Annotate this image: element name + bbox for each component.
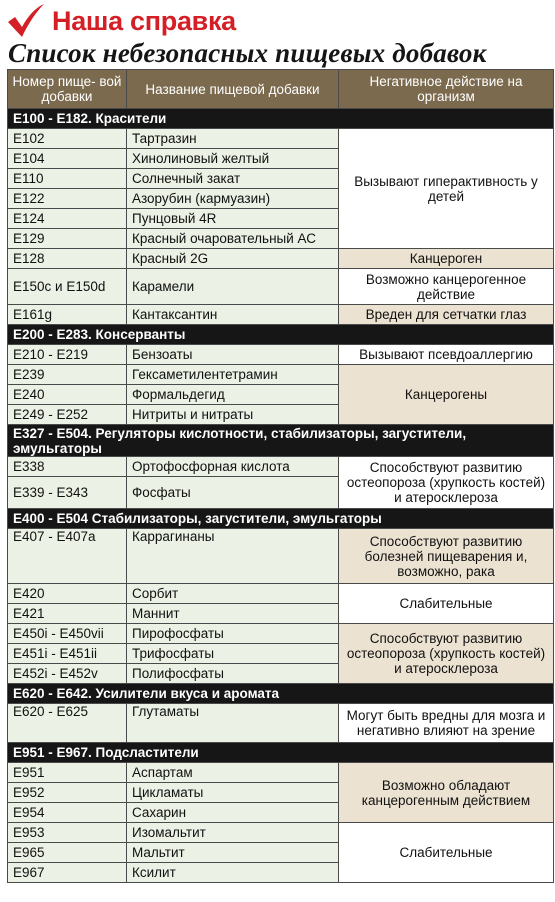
brand-title: Наша справка (52, 5, 236, 36)
additive-code: Е239 (8, 365, 127, 385)
additive-code: Е420 (8, 584, 127, 604)
additive-code: Е951 (8, 763, 127, 783)
table-row (8, 249, 554, 269)
additive-name: Азорубин (кармуазин) (127, 189, 339, 209)
additive-code: Е104 (8, 149, 127, 169)
additive-name: Бензоаты (127, 345, 339, 365)
additive-code: Е240 (8, 385, 127, 405)
additive-name: Изомальтит (127, 823, 339, 843)
effect-cell: Слабительные (339, 584, 554, 624)
additive-name: Сорбит (127, 584, 339, 604)
additive-name: Аспартам (127, 763, 339, 783)
additive-code: Е128 (8, 249, 127, 269)
additive-code: Е452i - Е452v (8, 664, 127, 684)
table-row (8, 269, 554, 305)
table-row (8, 305, 554, 325)
table-row (8, 129, 554, 149)
category-label: Е400 - Е504 Стабилизаторы, загустители, эмульгаторы (8, 509, 554, 529)
category-label: Е100 - Е182. Красители (8, 109, 554, 129)
additive-name: Пирофосфаты (127, 624, 339, 644)
additives-table (7, 69, 554, 883)
effect-cell: Канцерогены (339, 365, 554, 425)
effect-cell: Слабительные (339, 823, 554, 883)
category-label: Е200 - Е283. Консерванты (8, 325, 554, 345)
table-row (8, 763, 554, 783)
additive-name: Глутаматы (127, 704, 339, 743)
additive-code: Е450i - Е450vii (8, 624, 127, 644)
table-row (8, 704, 554, 743)
additive-name: Карамели (127, 269, 339, 305)
additive-code: Е620 - Е625 (8, 704, 127, 743)
additive-code: Е451i - Е451ii (8, 644, 127, 664)
effect-cell: Вызывают псевдоаллергию (339, 345, 554, 365)
additive-name: Гексаметилентетрамин (127, 365, 339, 385)
effect-cell: Возможно обладают канцерогенным действием (339, 763, 554, 823)
effect-cell: Канцероген (339, 249, 554, 269)
additive-name: Пунцовый 4R (127, 209, 339, 229)
category-row (8, 425, 554, 457)
effect-cell: Способствуют развитию остеопороза (хрупкость костей) и атеросклероза (339, 457, 554, 509)
effect-cell: Способствуют развитию болезней пищеварения и, возможно, рака (339, 529, 554, 584)
effect-cell: Способствуют развитию остеопороза (хрупкость костей) и атеросклероза (339, 624, 554, 684)
table-row (8, 823, 554, 843)
effect-cell: Вызывают гиперактивность у детей (339, 129, 554, 249)
additive-code: Е965 (8, 843, 127, 863)
column-header-number: Номер пище- вой добавки (8, 70, 127, 109)
table-row (8, 365, 554, 385)
column-header-effect: Негативное действие на организм (339, 70, 554, 109)
additive-code: Е421 (8, 604, 127, 624)
additive-name: Ксилит (127, 863, 339, 883)
additive-code: Е124 (8, 209, 127, 229)
additive-code: Е954 (8, 803, 127, 823)
additive-name: Хинолиновый желтый (127, 149, 339, 169)
additive-code: Е210 - Е219 (8, 345, 127, 365)
additive-name: Каррагинаны (127, 529, 339, 584)
table-row (8, 529, 554, 584)
additive-code: Е122 (8, 189, 127, 209)
additive-code: Е102 (8, 129, 127, 149)
additive-code: Е967 (8, 863, 127, 883)
additive-code: Е129 (8, 229, 127, 249)
additive-name: Полифосфаты (127, 664, 339, 684)
additive-name: Мальтит (127, 843, 339, 863)
additive-name: Маннит (127, 604, 339, 624)
category-label: Е620 - Е642. Усилители вкуса и аромата (8, 684, 554, 704)
page-title: Список небезопасных пищевых добавок (8, 38, 487, 68)
additive-code: Е110 (8, 169, 127, 189)
additive-name: Солнечный закат (127, 169, 339, 189)
check-mark-icon (6, 3, 46, 39)
category-row (8, 743, 554, 763)
category-row (8, 684, 554, 704)
additive-name: Формальдегид (127, 385, 339, 405)
additive-code: Е249 - Е252 (8, 405, 127, 425)
additive-name: Красный очаровательный АС (127, 229, 339, 249)
brand-header (6, 2, 236, 40)
effect-cell: Возможно канцерогенное действие (339, 269, 554, 305)
additive-name: Красный 2G (127, 249, 339, 269)
category-row (8, 509, 554, 529)
table-row (8, 457, 554, 477)
additive-code: Е339 - Е343 (8, 477, 127, 509)
table-row (8, 624, 554, 644)
additive-code: Е161g (8, 305, 127, 325)
additive-name: Фосфаты (127, 477, 339, 509)
additive-name: Ортофосфорная кислота (127, 457, 339, 477)
additive-name: Цикламаты (127, 783, 339, 803)
table-header-row (8, 70, 554, 109)
additive-code: Е150с и Е150d (8, 269, 127, 305)
additive-name: Тартразин (127, 129, 339, 149)
table-row (8, 584, 554, 604)
additive-name: Кантаксантин (127, 305, 339, 325)
category-row (8, 109, 554, 129)
table-row (8, 345, 554, 365)
additive-code: Е407 - Е407а (8, 529, 127, 584)
additive-name: Трифосфаты (127, 644, 339, 664)
additive-code: Е952 (8, 783, 127, 803)
additive-name: Нитриты и нитраты (127, 405, 339, 425)
additive-name: Сахарин (127, 803, 339, 823)
additive-code: Е953 (8, 823, 127, 843)
effect-cell: Могут быть вредны для мозга и негативно влияют на зрение (339, 704, 554, 743)
category-row (8, 325, 554, 345)
additive-code: Е338 (8, 457, 127, 477)
column-header-name: Название пищевой добавки (127, 70, 339, 109)
effect-cell: Вреден для сетчатки глаз (339, 305, 554, 325)
category-label: Е951 - Е967. Подсластители (8, 743, 554, 763)
category-label: Е327 - Е504. Регуляторы кислотности, стабилизаторы, загустители, эмульгаторы (8, 425, 554, 457)
